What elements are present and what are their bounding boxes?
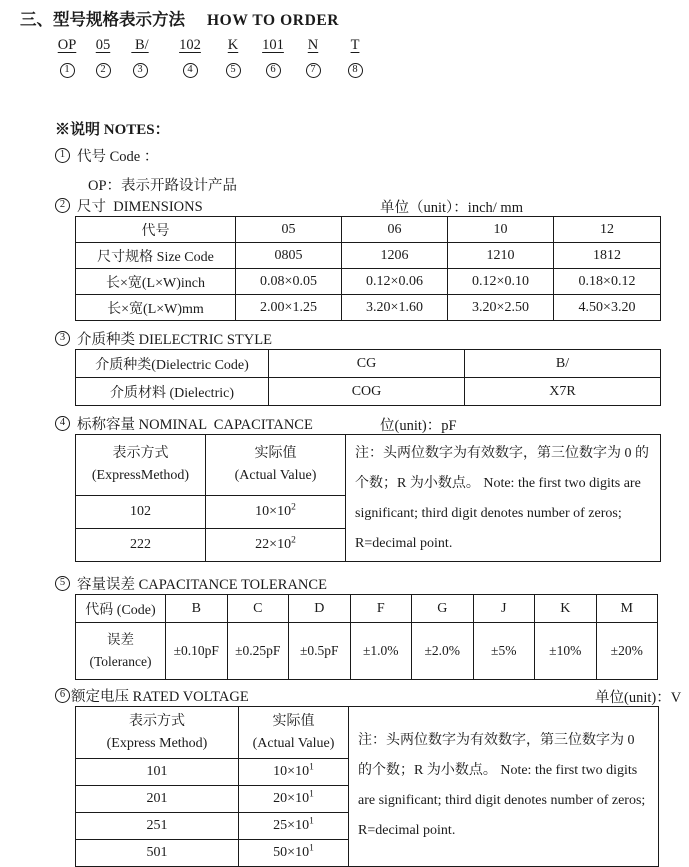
table-cell: 201: [76, 786, 239, 813]
section-1-title: 代号 Code ：: [77, 148, 159, 165]
table-cell: $22\times 10^2$: [206, 529, 346, 562]
title-english: HOW TO ORDER: [207, 12, 340, 29]
circled-number: 6: [266, 63, 281, 78]
table-cell: 251: [76, 813, 239, 840]
table-cell: C: [227, 595, 289, 623]
rated-voltage-table: [75, 706, 659, 867]
circled-number: 2: [96, 63, 111, 78]
table-cell: ±2.0%: [412, 623, 474, 680]
table-cell: 代号: [76, 217, 236, 243]
code-segment: OP: [57, 37, 77, 53]
code-segment: 102: [179, 37, 201, 53]
table-cell: 0.12×0.10: [448, 269, 554, 295]
section-2-title: 尺寸 DIMENSIONS: [77, 198, 203, 215]
table-cell: $10\times 10^1$: [239, 759, 349, 786]
section-4-heading: [55, 414, 681, 432]
notes-heading: ※说明 NOTES：: [55, 122, 170, 138]
circled-number: 7: [306, 63, 321, 78]
circled-number: 6: [55, 688, 70, 703]
table-cell: X7R: [465, 378, 661, 406]
code-part-7: [291, 36, 335, 78]
table-cell: ±5%: [473, 623, 535, 680]
table-row: [76, 217, 661, 243]
table-header-cell: 表示方式 (Express Method): [76, 707, 239, 759]
table-cell: 05: [236, 217, 342, 243]
table-cell: 尺寸规格 Size Code: [76, 243, 236, 269]
table-cell: ±1.0%: [350, 623, 412, 680]
table-row: [76, 243, 661, 269]
table-cell: 1206: [342, 243, 448, 269]
code-segment: N: [307, 37, 319, 53]
code-part-6: [251, 36, 295, 78]
circled-number: 1: [60, 63, 75, 78]
note-cell: [346, 435, 661, 562]
dielectric-table: [75, 349, 661, 406]
table-header-cell: 表示方式 (ExpressMethod): [76, 435, 206, 496]
table-cell: 3.20×2.50: [448, 295, 554, 321]
code-part-8: [333, 36, 377, 78]
note-english: Note: the first two digits are significant; third digit denotes number of zeros; R=decimal point.: [355, 476, 641, 551]
code-segment: 05: [95, 37, 111, 53]
table-row: [76, 595, 658, 623]
table-cell: 介质材料 (Dielectric): [76, 378, 269, 406]
table-header-cell: 误差 (Tolerance): [76, 623, 166, 680]
circled-number: 5: [226, 63, 241, 78]
circled-number: 4: [55, 416, 70, 431]
page-title: [20, 6, 681, 28]
table-cell: ±0.10pF: [166, 623, 228, 680]
section-6-unit: 单位(unit)：V: [595, 690, 682, 706]
table-row: [76, 623, 658, 680]
circled-number: 8: [348, 63, 363, 78]
section-3-title: 介质种类 DIELECTRIC STYLE: [77, 331, 272, 348]
table-row: [76, 435, 661, 496]
tolerance-table: [75, 594, 658, 680]
table-cell: K: [535, 595, 597, 623]
dimensions-table: [75, 216, 661, 321]
code-segment: T: [350, 37, 360, 53]
table-cell: $50\times 10^1$: [239, 840, 349, 867]
table-cell: 3.20×1.60: [342, 295, 448, 321]
table-cell: $25\times 10^1$: [239, 813, 349, 840]
section-1-body: OP：表示开路设计产品: [88, 178, 238, 194]
table-cell: ±0.25pF: [227, 623, 289, 680]
table-cell: CG: [269, 350, 465, 378]
circled-number: 1: [55, 148, 70, 163]
table-cell: ±20%: [596, 623, 658, 680]
table-cell: 501: [76, 840, 239, 867]
section-1-heading: [55, 146, 681, 164]
table-cell: D: [289, 595, 351, 623]
circled-number: 3: [55, 331, 70, 346]
table-cell: $10\times 10^2$: [206, 496, 346, 529]
table-header-cell: 实际值 (Actual Value): [239, 707, 349, 759]
circled-number: 3: [133, 63, 148, 78]
section-3-heading: [55, 329, 681, 347]
table-cell: 222: [76, 529, 206, 562]
note-english: Note: the first two digits are significant; third digit denotes number of zeros; R=decimal point.: [358, 762, 646, 838]
table-cell: G: [412, 595, 474, 623]
circled-number: 4: [183, 63, 198, 78]
circled-number: 2: [55, 198, 70, 213]
section-5-heading: [55, 574, 681, 592]
code-segment: 101: [262, 37, 284, 53]
table-row: [76, 378, 661, 406]
section-2-heading: [55, 196, 681, 214]
code-part-4: [168, 36, 212, 78]
title-chinese: 三、型号规格表示方法: [20, 10, 185, 29]
table-cell: B/: [465, 350, 661, 378]
table-cell: 4.50×3.20: [554, 295, 661, 321]
table-row: [76, 350, 661, 378]
table-cell: ±10%: [535, 623, 597, 680]
section-6-heading: [55, 686, 681, 704]
table-row: [76, 295, 661, 321]
table-cell: $20\times 10^1$: [239, 786, 349, 813]
table-cell: B: [166, 595, 228, 623]
table-cell: 1812: [554, 243, 661, 269]
table-header-cell: 实际值 (Actual Value): [206, 435, 346, 496]
table-row: [76, 707, 659, 759]
circled-number: 5: [55, 576, 70, 591]
table-cell: 06: [342, 217, 448, 243]
capacitance-table: [75, 434, 661, 562]
table-cell: J: [473, 595, 535, 623]
section-2-unit: 单位（unit）：inch/ mm: [380, 200, 523, 216]
table-cell: 1210: [448, 243, 554, 269]
table-cell: ±0.5pF: [289, 623, 351, 680]
table-cell: 12: [554, 217, 661, 243]
table-cell: 0805: [236, 243, 342, 269]
code-segment: K: [227, 37, 239, 53]
table-cell: 长×宽(L×W)inch: [76, 269, 236, 295]
table-cell: 101: [76, 759, 239, 786]
table-cell: 102: [76, 496, 206, 529]
table-cell: 2.00×1.25: [236, 295, 342, 321]
table-cell: 10: [448, 217, 554, 243]
table-header-cell: 代码 (Code): [76, 595, 166, 623]
code-part-5: [211, 36, 255, 78]
table-cell: 介质种类(Dielectric Code): [76, 350, 269, 378]
section-5-title: 容量误差 CAPACITANCE TOLERANCE: [77, 576, 327, 593]
table-cell: 0.18×0.12: [554, 269, 661, 295]
table-cell: COG: [269, 378, 465, 406]
section-4-title: 标称容量 NOMINAL CAPACITANCE: [77, 416, 313, 433]
section-4-unit: 位(unit)：pF: [380, 418, 457, 434]
table-cell: 长×宽(L×W)mm: [76, 295, 236, 321]
table-cell: 0.08×0.05: [236, 269, 342, 295]
table-cell: M: [596, 595, 658, 623]
table-cell: 0.12×0.06: [342, 269, 448, 295]
code-part-3: [118, 36, 162, 78]
note-chinese: 注：头两位数字为有效数字，第三位数字为 0 的个数；R 为小数点。: [358, 732, 635, 778]
note-cell: [349, 707, 659, 867]
table-row: [76, 269, 661, 295]
section-6-title: 额定电压 RATED VOLTAGE: [71, 688, 249, 705]
order-code-row: [20, 36, 681, 102]
code-segment: B/: [131, 37, 149, 53]
note-chinese: 注：头两位数字为有效数字，第三位数字为 0 的个数；R 为小数点。: [355, 446, 649, 491]
table-cell: F: [350, 595, 412, 623]
